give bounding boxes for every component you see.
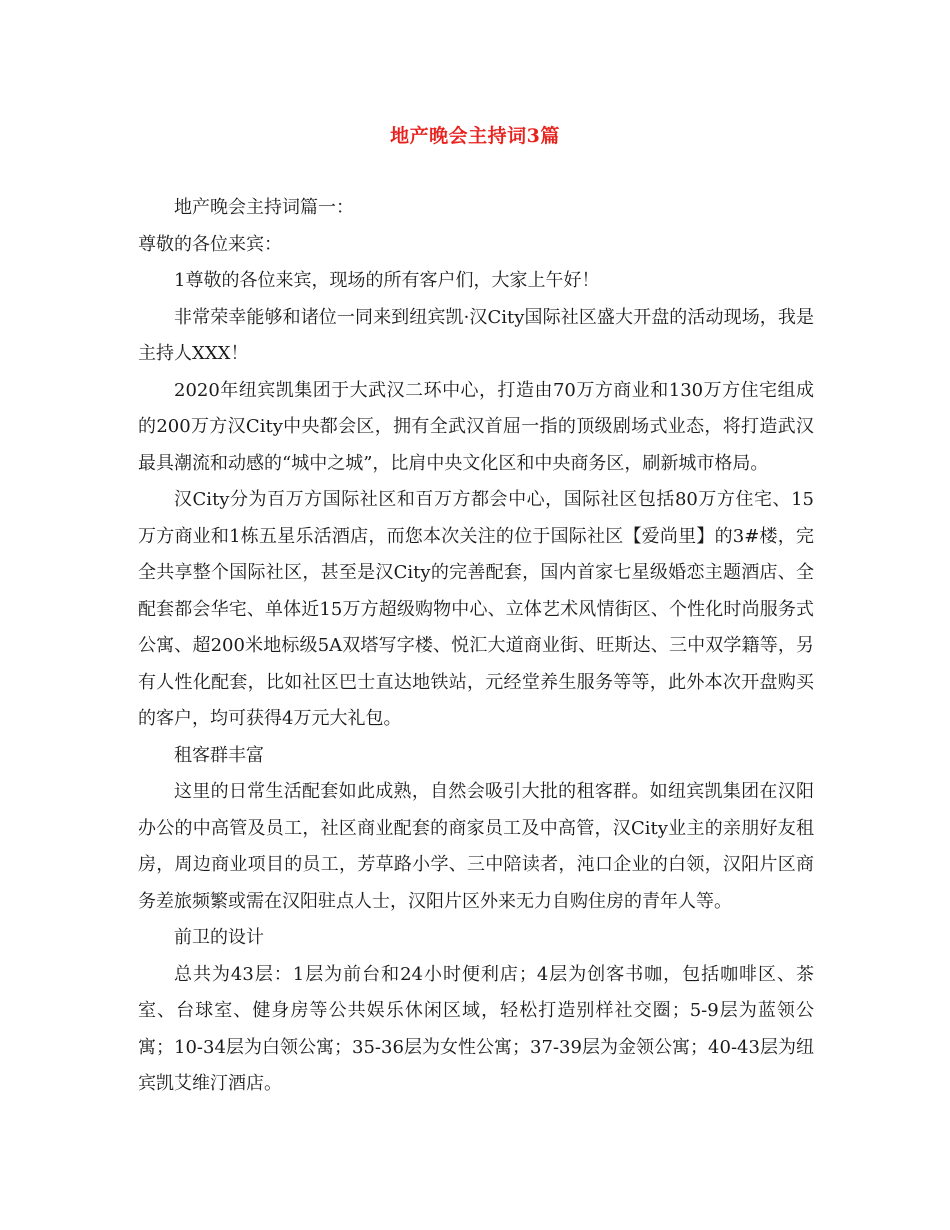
paragraph-community-details: 汉City分为百万方国际社区和百万方都会中心，国际社区包括80万方住宅、15万方商业和1栋五星乐活酒店，而您本次关注的位于国际社区【爱尚里】的3#楼，完全共享整个国际社区，甚至是汉City的完善配套，国内首家七星级婚恋主题酒店、全配套都会华宅、单体近15万方超级购物中心、立体艺术风情街区、个性化时尚服务式公寓、超200米地标级5A双塔写字楼、悦汇大道商业街、旺斯达、三中双学籍等，另有人性化配套，比如社区巴士直达地铁站，元经堂养生服务等等，此外本次开盘购买的客户，均可获得4万元大礼包。 bbox=[138, 489, 814, 729]
subheading-design: 前卫的设计 bbox=[174, 927, 264, 948]
document-body bbox=[138, 190, 814, 1103]
paragraph-project-overview: 2020年纽宾凯集团于大武汉二环中心，打造由70万方商业和130万方住宅组成的200万方汉City中央都会区，拥有全武汉首屈一指的顶级剧场式业态，将打造武汉最具潮流和动感的“城中之城”，比肩中央文化区和中央商务区，刷新城市格局。 bbox=[138, 379, 814, 474]
document-title: 地产晚会主持词3篇 bbox=[390, 125, 560, 147]
paragraph-section-heading: 地产晚会主持词篇一： bbox=[174, 197, 354, 218]
paragraph-greeting: 1尊敬的各位来宾，现场的所有客户们，大家上午好！ bbox=[174, 270, 600, 291]
paragraph-design: 总共为43层：1层为前台和24小时便利店；4层为创客书咖，包括咖啡区、茶室、台球室、健身房等公共娱乐休闲区域，轻松打造别样社交圈；5-9层为蓝领公寓；10-34层为白领公寓；35-36层为女性公寓；37-39层为金领公寓；40-43层为纽宾凯艾维汀酒店。 bbox=[138, 963, 814, 1094]
subheading-tenants: 租客群丰富 bbox=[174, 744, 264, 766]
paragraph-salutation: 尊敬的各位来宾： bbox=[138, 233, 282, 255]
paragraph-tenants: 这里的日常生活配套如此成熟，自然会吸引大批的租客群。如纽宾凯集团在汉阳办公的中高管及员工，社区商业配套的商家员工及中高管，汉City业主的亲朋好友租房，周边商业项目的员工，芳草路小学、三中陪读者，沌口企业的白领，汉阳片区商务差旅频繁或需在汉阳驻点人士，汉阳片区外来无力自购住房的青年人等。 bbox=[138, 781, 814, 912]
paragraph-intro: 非常荣幸能够和诸位一同来到纽宾凯·汉City国际社区盛大开盘的活动现场，我是主持人XXX！ bbox=[138, 306, 814, 364]
